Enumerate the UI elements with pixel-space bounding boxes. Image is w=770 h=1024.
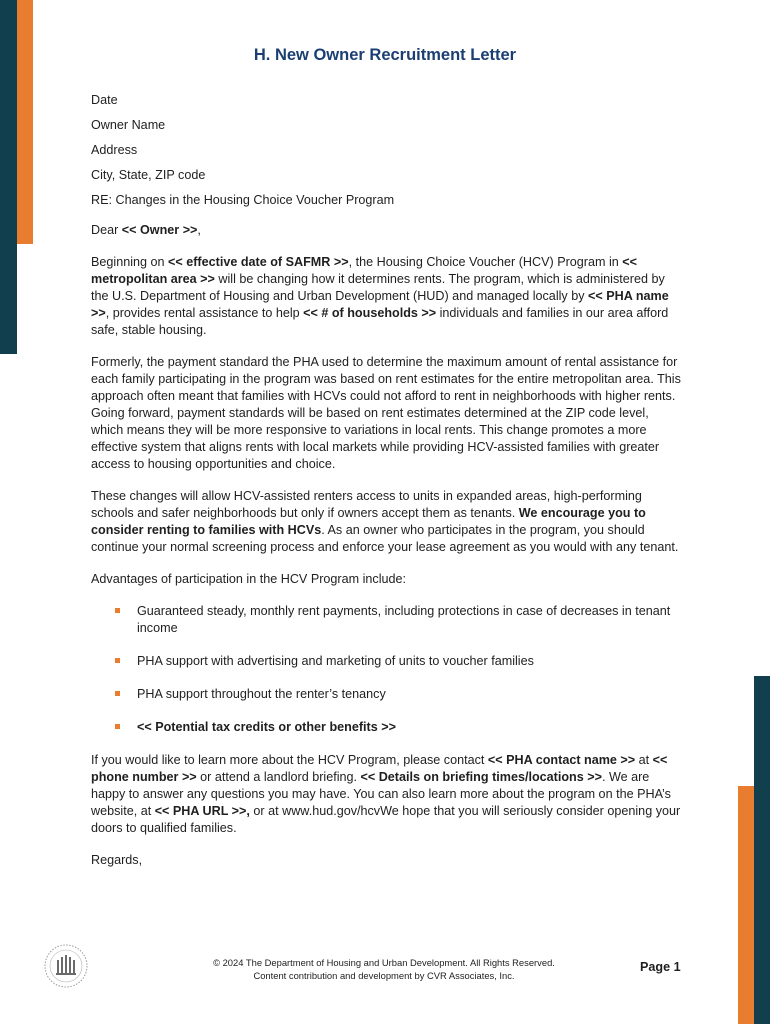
p4-phone-placeholder: << phone number >>: [91, 753, 668, 784]
advantage-text-bold: << Potential tax credits or other benefits >>: [137, 720, 396, 734]
advantage-text: Guaranteed steady, monthly rent payments, including protections in case of decreases in tenant income: [137, 604, 671, 635]
p1-pha-name-placeholder: << PHA name >>: [91, 289, 669, 320]
p3-encourage-bold: We encourage you to consider renting to families with HCVs: [91, 506, 646, 537]
salutation-comma: ,: [197, 223, 201, 237]
salutation-text: Dear: [91, 223, 122, 237]
address-owner-name: Owner Name: [91, 118, 166, 132]
advantages-list: [91, 603, 681, 736]
address-street: Address: [91, 143, 138, 157]
footer-copyright-line: © 2024 The Department of Housing and Urban Development. All Rights Reserved.: [213, 957, 555, 968]
page-number: Page 1: [640, 960, 681, 974]
p4-text-1: If you would like to learn more about the HCV Program, please contact: [91, 753, 488, 767]
list-item: [91, 603, 681, 637]
right-orange-bar: [738, 786, 754, 1024]
right-teal-bar: [754, 676, 770, 1024]
bullet-square-icon: [115, 724, 120, 729]
paragraph-changes: [91, 488, 681, 556]
address-city-state-zip: City, State, ZIP code: [91, 168, 206, 182]
address-subject-line: RE: Changes in the Housing Choice Voucher Program: [91, 193, 395, 207]
p3-text-1: These changes will allow HCV-assisted renters access to units in expanded areas, high-performing schools and safer neighborhoods but only if owners accept them as tenants.: [91, 489, 642, 520]
p1-text-2: , the Housing Choice Voucher (HCV) Program in: [348, 255, 623, 269]
p4-text-5: or at www.hud.gov/hcvWe hope that you will seriously consider opening your doors to qualified families.: [91, 804, 681, 835]
list-item: [91, 686, 681, 703]
p1-effective-date-placeholder: << effective date of SAFMR >>: [168, 255, 349, 269]
letter-body: [91, 92, 681, 869]
bullet-square-icon: [115, 608, 120, 613]
salutation-owner-placeholder: << Owner >>: [121, 223, 198, 237]
p4-pha-url-placeholder: << PHA URL >>,: [154, 804, 250, 818]
footer-copyright: [150, 956, 618, 982]
hud-seal-icon: [43, 943, 89, 989]
closing: Regards,: [91, 853, 143, 867]
p4-text-3: or attend a landlord briefing.: [196, 770, 361, 784]
advantages-intro: Advantages of participation in the HCV Program include:: [91, 572, 407, 586]
salutation: [91, 222, 681, 239]
bullet-square-icon: [115, 658, 120, 663]
bullet-square-icon: [115, 691, 120, 696]
p1-households-placeholder: << # of households >>: [303, 306, 437, 320]
p1-text-3: will be changing how it determines rents. The program, which is administered by the U.S. Department of Housing and Urban Development (HUD) and managed locally by: [91, 272, 665, 303]
paragraph-formerly: Formerly, the payment standard the PHA used to determine the maximum amount of rental assistance for each family participating in the program was based on rent estimates for the entire metropolitan area. This approach often meant that families with HCVs could not afford to rent in neighborhoods with higher rents. Going forward, payment standards will be based on rent estimates determined at the ZIP code level, which means they will be more responsive to variations in local rents. This change promotes a more effective system that aligns rents with local markets while providing HCV-assisted families with greater access to housing opportunities and choice.: [91, 355, 681, 471]
p4-text-4: . We are happy to answer any questions you may have. You can also learn more about the program on the PHA’s website, at: [91, 770, 671, 818]
list-item: [91, 653, 681, 670]
p3-text-2: . As an owner who participates in the program, you should continue your normal screening process and enforce your lease agreement as you would with any tenant.: [91, 523, 679, 554]
p1-text-5: individuals and families in our area afford safe, stable housing.: [91, 306, 669, 337]
footer-contribution-line: Content contribution and development by CVR Associates, Inc.: [253, 970, 515, 981]
paragraph-intro: [91, 254, 681, 339]
list-item: [91, 719, 681, 736]
advantage-text: PHA support throughout the renter’s tenancy: [137, 687, 386, 701]
p4-text-2: at: [635, 753, 653, 767]
p4-contact-name-placeholder: << PHA contact name >>: [487, 753, 636, 767]
p4-briefing-details-placeholder: << Details on briefing times/locations >>: [360, 770, 602, 784]
p1-text-4: , provides rental assistance to help: [105, 306, 304, 320]
p1-metro-area-placeholder: << metropolitan area >>: [91, 255, 638, 286]
advantage-text: PHA support with advertising and marketing of units to voucher families: [137, 654, 534, 668]
letter-title: H. New Owner Recruitment Letter: [253, 46, 517, 64]
address-date: Date: [91, 93, 118, 107]
p1-text-1: Beginning on: [91, 255, 169, 269]
paragraph-contact: [91, 752, 681, 837]
left-orange-bar: [17, 0, 33, 244]
